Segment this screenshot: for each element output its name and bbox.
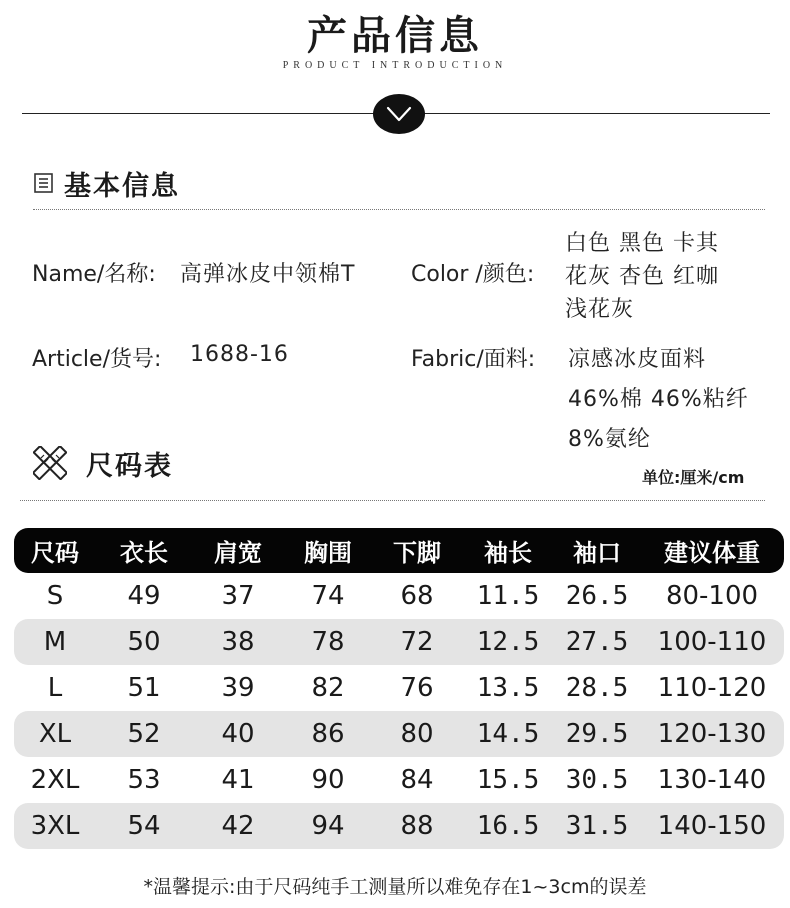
table-cell: 39 — [221, 673, 255, 703]
table-cell: 90 — [311, 765, 345, 795]
article-label: Article/货号: — [32, 347, 162, 372]
page-title: 产品信息 — [307, 13, 483, 59]
size-chart-heading: 尺码表 — [86, 451, 173, 482]
table-cell: 53 — [127, 765, 161, 795]
name-label: Name/名称: — [32, 262, 156, 287]
unit-label: 单位:厘米/cm — [642, 468, 745, 487]
header-cell: 衣长 — [120, 539, 168, 567]
table-cell: 11.5 — [476, 581, 540, 611]
color-label: Color /颜色: — [411, 262, 535, 287]
fabric-value-line: 46%棉 46%粘纤 — [568, 387, 749, 412]
article-value: 1688-16 — [190, 342, 289, 367]
fabric-value-line: 凉感冰皮面料 — [568, 347, 707, 372]
table-cell: 74 — [311, 581, 345, 611]
table-cell: 37 — [221, 581, 255, 611]
table-cell: XL — [38, 719, 72, 749]
table-cell: 100-110 — [657, 627, 767, 657]
table-cell: 12.5 — [476, 627, 540, 657]
table-row — [14, 619, 784, 665]
table-cell: 78 — [311, 627, 345, 657]
chevron-down-icon — [373, 94, 425, 134]
table-cell: 49 — [127, 581, 161, 611]
header-cell: 袖口 — [573, 539, 621, 567]
table-row — [14, 803, 784, 849]
header-cell: 下脚 — [393, 539, 441, 567]
table-cell: 15.5 — [476, 765, 540, 795]
table-cell: 3XL — [30, 811, 80, 841]
ruler-icon — [33, 446, 67, 480]
table-cell: 41 — [221, 765, 255, 795]
table-cell: S — [46, 581, 64, 611]
table-cell: 42 — [221, 811, 255, 841]
table-cell: 120-130 — [657, 719, 767, 749]
table-cell: 13.5 — [476, 673, 540, 703]
table-cell: 140-150 — [657, 811, 767, 841]
table-row — [14, 665, 784, 711]
table-cell: 40 — [221, 719, 255, 749]
name-value: 高弹冰皮中领棉T — [180, 262, 356, 287]
table-cell: 84 — [400, 765, 434, 795]
table-row — [14, 711, 784, 757]
header-cell: 建议体重 — [664, 539, 760, 567]
table-cell: 68 — [400, 581, 434, 611]
table-cell: 30.5 — [565, 765, 629, 795]
page-subtitle: PRODUCT INTRODUCTION — [282, 60, 508, 71]
header-cell: 胸围 — [304, 539, 352, 567]
table-cell: 16.5 — [476, 811, 540, 841]
table-cell: 130-140 — [657, 765, 767, 795]
table-cell: 50 — [127, 627, 161, 657]
table-cell: 86 — [311, 719, 345, 749]
table-cell: 54 — [127, 811, 161, 841]
table-header — [14, 528, 784, 573]
table-cell: 80-100 — [665, 581, 759, 611]
table-cell: 52 — [127, 719, 161, 749]
table-cell: 28.5 — [565, 673, 629, 703]
table-cell: 29.5 — [565, 719, 629, 749]
color-value-line: 白色 黑色 卡其 — [565, 231, 719, 256]
table-cell: 31.5 — [565, 811, 629, 841]
color-value-line: 花灰 杏色 红咖 — [565, 264, 719, 289]
table-cell: 80 — [400, 719, 434, 749]
table-row — [14, 757, 784, 803]
table-cell: 110-120 — [657, 673, 767, 703]
table-cell: 51 — [127, 673, 161, 703]
table-cell: 76 — [400, 673, 434, 703]
section-divider — [20, 500, 765, 501]
table-cell: 88 — [400, 811, 434, 841]
table-cell: 94 — [311, 811, 345, 841]
table-cell: 27.5 — [565, 627, 629, 657]
document-icon — [33, 172, 55, 194]
table-cell: 82 — [311, 673, 345, 703]
fabric-value-line: 8%氨纶 — [568, 427, 651, 452]
table-cell: 2XL — [30, 765, 80, 795]
table-row — [14, 573, 784, 619]
header-cell: 尺码 — [31, 539, 79, 567]
table-cell: L — [47, 673, 63, 703]
color-value-line: 浅花灰 — [565, 297, 635, 322]
table-body — [14, 573, 784, 849]
footnote: *温馨提示:由于尺码纯手工测量所以难免存在1~3cm的误差 — [143, 876, 647, 898]
header-cell: 袖长 — [484, 539, 532, 567]
table-cell: 72 — [400, 627, 434, 657]
fabric-label: Fabric/面料: — [411, 347, 536, 372]
table-cell: M — [43, 627, 67, 657]
header-cell: 肩宽 — [214, 539, 262, 567]
section-divider — [33, 209, 765, 210]
table-cell: 38 — [221, 627, 255, 657]
table-cell: 14.5 — [476, 719, 540, 749]
table-cell: 26.5 — [565, 581, 629, 611]
basic-info-heading: 基本信息 — [64, 171, 180, 202]
size-table — [14, 528, 784, 849]
